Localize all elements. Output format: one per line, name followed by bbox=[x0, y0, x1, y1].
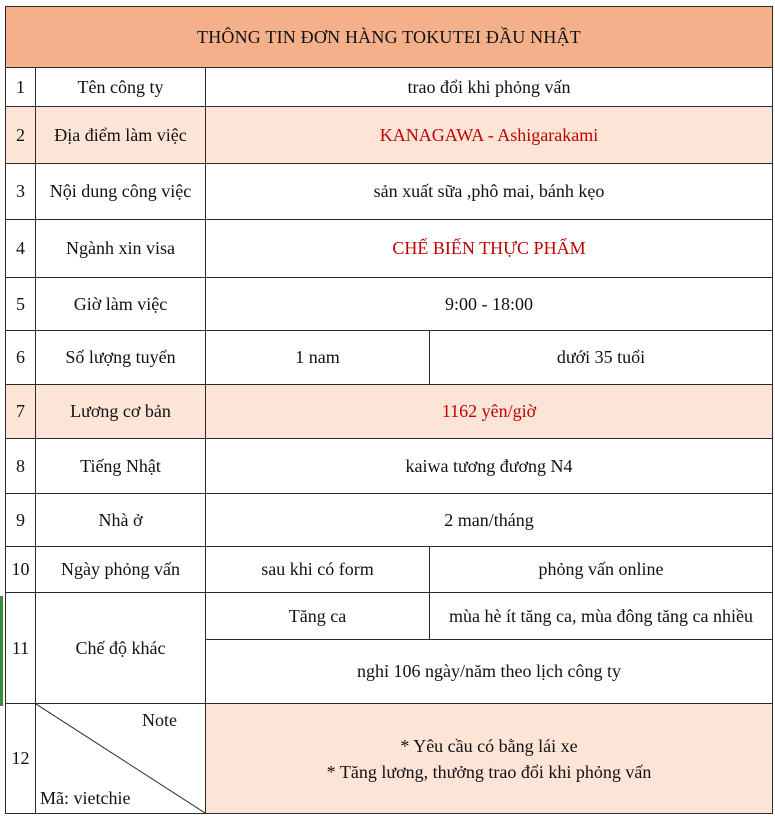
row-number: 11 bbox=[6, 593, 36, 704]
order-info-table bbox=[5, 6, 773, 814]
value-recruit-count: 1 nam bbox=[206, 331, 430, 385]
value-job-content: sản xuất sữa ,phô mai, bánh kẹo bbox=[206, 164, 773, 220]
row-number: 8 bbox=[6, 439, 36, 494]
row-number: 2 bbox=[6, 107, 36, 164]
value-overtime: mùa hè ít tăng ca, mùa đông tăng ca nhiều bbox=[430, 593, 773, 640]
row-number: 1 bbox=[6, 68, 36, 107]
note-header-cell bbox=[36, 704, 206, 814]
label-work-location: Địa điểm làm việc bbox=[36, 107, 206, 164]
label-interview-date: Ngày phỏng vấn bbox=[36, 547, 206, 593]
value-work-location: KANAGAWA - Ashigarakami bbox=[206, 107, 773, 164]
value-visa-industry: CHẾ BIẾN THỰC PHẨM bbox=[206, 220, 773, 278]
value-company-name: trao đổi khi phỏng vấn bbox=[206, 68, 773, 107]
row-number: 12 bbox=[6, 704, 36, 814]
value-japanese-level: kaiwa tương đương N4 bbox=[206, 439, 773, 494]
value-interview-mode: phỏng vấn online bbox=[430, 547, 773, 593]
notes-cell bbox=[206, 704, 773, 814]
row-number: 7 bbox=[6, 385, 36, 439]
label-housing: Nhà ở bbox=[36, 494, 206, 547]
page-title: THÔNG TIN ĐƠN HÀNG TOKUTEI ĐẦU NHẬT bbox=[6, 7, 773, 68]
row-selection-marker bbox=[0, 596, 3, 706]
row-number: 4 bbox=[6, 220, 36, 278]
label-company-name: Tên công ty bbox=[36, 68, 206, 107]
row-number: 9 bbox=[6, 494, 36, 547]
label-base-salary: Lương cơ bản bbox=[36, 385, 206, 439]
value-age-limit: dưới 35 tuổi bbox=[430, 331, 773, 385]
value-housing: 2 man/tháng bbox=[206, 494, 773, 547]
note-line: * Yêu cầu có bằng lái xe bbox=[400, 735, 578, 756]
label-job-content: Nội dung công việc bbox=[36, 164, 206, 220]
label-japanese-level: Tiếng Nhật bbox=[36, 439, 206, 494]
value-working-hours: 9:00 - 18:00 bbox=[206, 278, 773, 331]
value-interview-date: sau khi có form bbox=[206, 547, 430, 593]
code-label: Mã: vietchie bbox=[40, 788, 131, 808]
note-label: Note bbox=[142, 710, 177, 730]
label-visa-industry: Ngành xin visa bbox=[36, 220, 206, 278]
label-overtime: Tăng ca bbox=[206, 593, 430, 640]
row-number: 3 bbox=[6, 164, 36, 220]
note-line: * Tăng lương, thưởng trao đổi khi phỏng vấn bbox=[326, 761, 652, 782]
label-other-benefits: Chế độ khác bbox=[36, 593, 206, 704]
row-number: 10 bbox=[6, 547, 36, 593]
value-base-salary: 1162 yên/giờ bbox=[206, 385, 773, 439]
value-days-off: nghỉ 106 ngày/năm theo lịch công ty bbox=[206, 640, 773, 704]
row-number: 5 bbox=[6, 278, 36, 331]
label-recruit-count: Số lượng tuyển bbox=[36, 331, 206, 385]
row-number: 6 bbox=[6, 331, 36, 385]
label-working-hours: Giờ làm việc bbox=[36, 278, 206, 331]
